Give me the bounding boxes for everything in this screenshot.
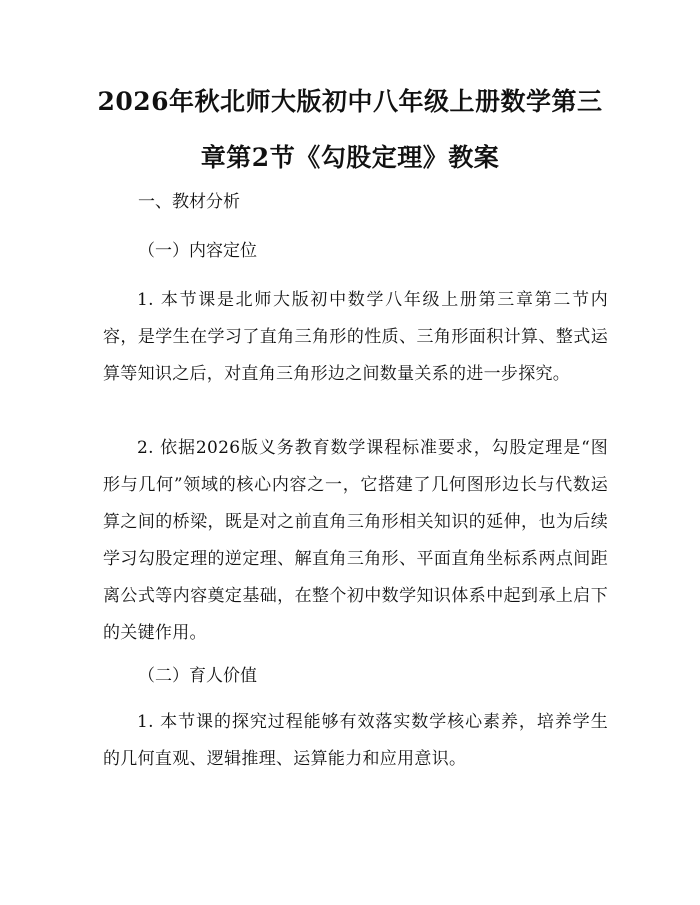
- subsection-heading-content-positioning: （一）内容定位: [138, 241, 257, 261]
- document-title: 2026年秋北师大版初中八年级上册数学第三章第2节《勾股定理》教案: [97, 87, 603, 172]
- paragraph-educational-value-1: 1. 本节课的探究过程能够有效落实数学核心素养，培养学生的几何直观、逻辑推理、运算能力和应用意识。: [103, 712, 608, 769]
- paragraph-content-position-1: 1. 本节课是北师大版初中数学八年级上册第三章第二节内容，是学生在学习了直角三角形的性质、三角形面积计算、整式运算等知识之后，对直角三角形边之间数量关系的进一步探究。: [103, 290, 608, 384]
- subsection-heading-educational-value: （二）育人价值: [138, 666, 257, 686]
- paragraph-content-position-2: 2. 依据2026版义务教育数学课程标准要求，勾股定理是“图形与几何”领域的核心内容之一，它搭建了几何图形边长与代数运算之间的桥梁，既是对之前直角三角形相关知识的延伸，也为后续学习勾股定理的逆定理、解直角三角形、平面直角坐标系两点间距离公式等内容奠定基础，在整个初中数学知识体系中起到承上启下的关键作用。: [103, 438, 608, 643]
- section-heading-textbook-analysis: 一、教材分析: [138, 192, 240, 212]
